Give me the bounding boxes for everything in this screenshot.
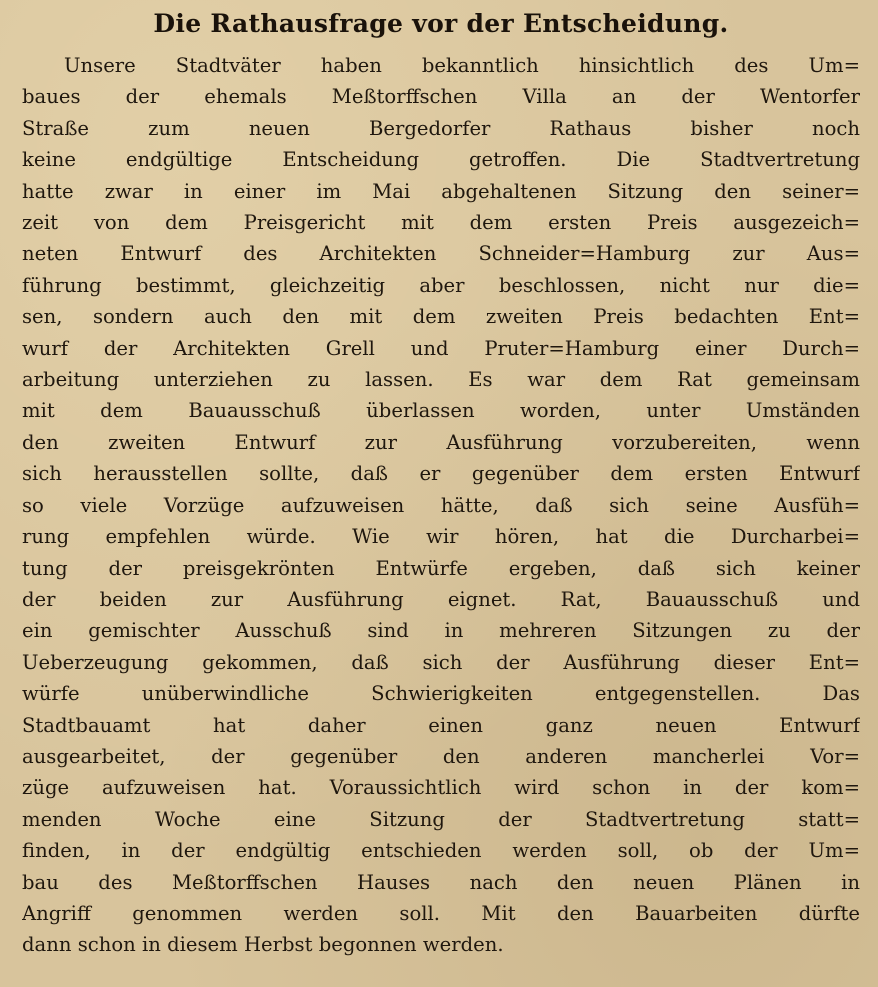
article-line: menden Woche eine Sitzung der Stadtvertretung statt=: [22, 807, 860, 831]
article-line: wurf der Architekten Grell und Pruter=Hamburg einer Durch=: [22, 336, 860, 360]
article-line: keine endgültige Entscheidung getroffen. Die Stadtvertretung: [22, 148, 860, 172]
article-line: tung der preisgekrönten Entwürfe ergeben, daß sich keiner: [22, 556, 860, 580]
article-line: finden, in der endgültig entschieden werden soll, ob der Um=: [22, 839, 860, 863]
article-line: so viele Vorzüge aufzuweisen hätte, daß sich seine Ausfüh=: [22, 493, 860, 517]
article-line: Stadtbauamt hat daher einen ganz neuen Entwurf: [22, 713, 860, 737]
article-body: [22, 50, 860, 961]
article-line: sich herausstellen sollte, daß er gegenüber dem ersten Entwurf: [22, 462, 860, 486]
article-line: würfe unüberwindliche Schwierigkeiten entgegenstellen. Das: [22, 682, 860, 706]
article-line: ein gemischter Ausschuß sind in mehreren Sitzungen zu der: [22, 619, 860, 643]
article-line: bau des Meßtorffschen Hauses nach den neuen Plänen in: [22, 870, 860, 894]
article-line: Straße zum neuen Bergedorfer Rathaus bisher noch: [22, 116, 860, 140]
article-line: dann schon in diesem Herbst begonnen werden.: [22, 933, 504, 957]
article-line: Ueberzeugung gekommen, daß sich der Ausführung dieser Ent=: [22, 650, 860, 674]
article-line: sen, sondern auch den mit dem zweiten Preis bedachten Ent=: [22, 305, 860, 329]
article-line: führung bestimmt, gleichzeitig aber beschlossen, nicht nur die=: [22, 273, 860, 297]
article-line: mit dem Bauausschuß überlassen worden, unter Umständen: [22, 399, 860, 423]
article-line: züge aufzuweisen hat. Voraussichtlich wird schon in der kom=: [22, 776, 860, 800]
article-line: den zweiten Entwurf zur Ausführung vorzubereiten, wenn: [22, 430, 860, 454]
article-line: baues der ehemals Meßtorffschen Villa an der Wentorfer: [22, 85, 860, 109]
article-line: neten Entwurf des Architekten Schneider=Hamburg zur Aus=: [22, 242, 860, 266]
headline: Die Rathausfrage vor der Entscheidung.: [153, 9, 729, 38]
article-line: rung empfehlen würde. Wie wir hören, hat die Durcharbei=: [22, 525, 860, 549]
article-line: hatte zwar in einer im Mai abgehaltenen Sitzung den seiner=: [22, 179, 860, 203]
article-line: Unsere Stadtväter haben bekanntlich hinsichtlich des Um=: [64, 54, 860, 77]
article-line: der beiden zur Ausführung eignet. Rat, Bauausschuß und: [22, 587, 860, 611]
article-line: ausgearbeitet, der gegenüber den anderen mancherlei Vor=: [22, 744, 860, 768]
article-line: zeit von dem Preisgericht mit dem ersten Preis ausgezeich=: [22, 211, 860, 235]
article-line: Angriff genommen werden soll. Mit den Bauarbeiten dürfte: [22, 901, 860, 925]
article-line: arbeitung unterziehen zu lassen. Es war dem Rat gemeinsam: [22, 368, 860, 392]
